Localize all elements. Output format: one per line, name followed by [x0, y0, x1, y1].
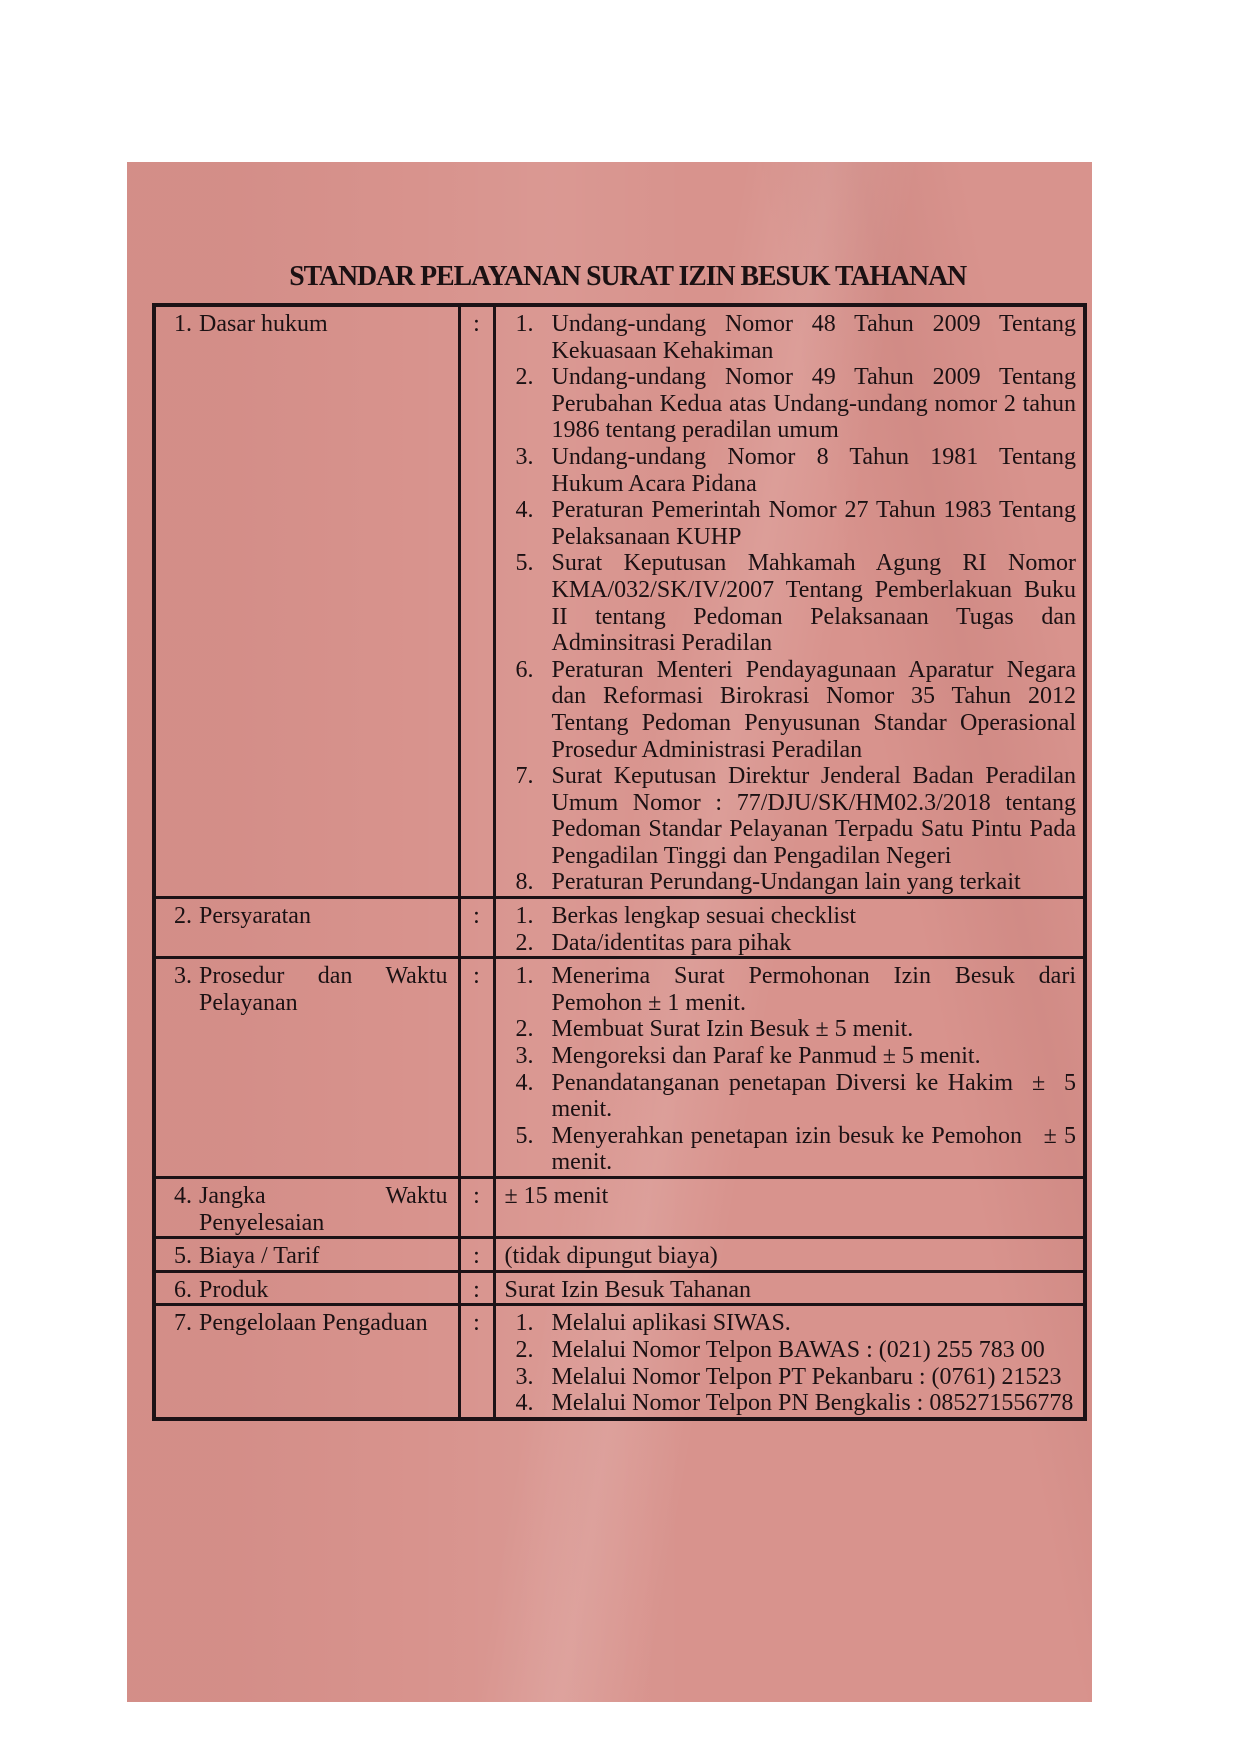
- item-number: 1.: [515, 1310, 534, 1337]
- row-label-cell: [156, 1306, 458, 1337]
- table-body: [154, 305, 1085, 1419]
- item-text: Melalui aplikasi SIWAS.: [551, 1310, 791, 1337]
- item-text: Melalui Nomor Telpon PN Bengkalis : 085271556778: [551, 1390, 1074, 1417]
- item-text: Peraturan Menteri Pendayagunaan Aparatur Negara dan Reformasi Birokrasi Nomor 35 Tahun 2012 Tentang Pedoman Penyusunan Standar Operasional Prosedur Administrasi Peradilan: [551, 656, 1076, 763]
- row-number: 5.: [174, 1243, 192, 1270]
- item-text: Peraturan Perundang-Undangan lain yang terkait: [551, 869, 1021, 896]
- service-standard-table: [152, 303, 1087, 1421]
- item-number: 7.: [515, 763, 534, 790]
- item-text: Undang-undang Nomor 48 Tahun 2009 Tentang Kekuasaan Kehakiman: [551, 311, 1076, 364]
- row-value: [494, 305, 1085, 898]
- item-number: 6.: [515, 656, 534, 683]
- table-row: [154, 1178, 1085, 1238]
- colon-separator: :: [459, 898, 494, 958]
- item-number: 2.: [515, 1016, 534, 1043]
- item-text: Data/identitas para pihak: [551, 929, 792, 956]
- item-number: 1.: [515, 963, 534, 990]
- row-number: 4.: [174, 1183, 192, 1209]
- list-item: [496, 311, 1084, 364]
- list-item: [496, 444, 1084, 497]
- item-list: [496, 1306, 1084, 1416]
- list-item: [496, 1364, 1084, 1391]
- row-number: 7.: [174, 1310, 192, 1337]
- row-label: Pengelolaan Pengaduan: [199, 1310, 428, 1337]
- row-value: [494, 898, 1085, 958]
- item-number: 2.: [515, 929, 534, 956]
- list-item: [496, 763, 1084, 869]
- list-item: [496, 869, 1084, 896]
- item-text: Membuat Surat Izin Besuk ± 5 menit.: [551, 1016, 914, 1043]
- list-item: [496, 930, 1084, 957]
- row-label: Jangka Waktu Penyelesaian: [199, 1183, 448, 1236]
- item-text: Menerima Surat Permohonan Izin Besuk dari Pemohon ± 1 menit.: [551, 963, 1076, 1016]
- item-number: 4.: [515, 497, 534, 524]
- row-label: Persyaratan: [199, 903, 311, 930]
- item-number: 1.: [515, 311, 534, 337]
- list-item: [496, 903, 1084, 930]
- list-item: [496, 1337, 1084, 1364]
- row-value-text: Surat Izin Besuk Tahanan: [504, 1276, 751, 1303]
- row-label: Prosedur dan Waktu Pelayanan: [199, 963, 448, 1016]
- table-row: [154, 1238, 1085, 1272]
- item-list: [496, 899, 1084, 956]
- list-item: [496, 963, 1084, 1016]
- row-number: 3.: [174, 963, 192, 990]
- list-item: [496, 1310, 1084, 1337]
- row-value-text: ± 15 menit: [504, 1183, 609, 1209]
- list-item: [496, 1123, 1084, 1176]
- item-number: 1.: [515, 903, 534, 930]
- item-text: Surat Keputusan Direktur Jenderal Badan Peradilan Umum Nomor : 77/DJU/SK/HM02.3/2018 tentang Pedoman Standar Pelayanan Terpadu Satu Pintu Pada Pengadilan Tinggi dan Pengadilan Negeri: [551, 763, 1076, 869]
- colon-separator: :: [459, 958, 494, 1178]
- table-row: [154, 305, 1085, 898]
- row-number: 2.: [174, 903, 192, 930]
- item-text: Surat Keputusan Mahkamah Agung RI Nomor KMA/032/SK/IV/2007 Tentang Pemberlakuan Buku II tentang Pedoman Pelaksanaan Tugas dan Adminsitrasi Peradilan: [551, 550, 1076, 657]
- colon-separator: :: [459, 1271, 494, 1305]
- item-number: 5.: [515, 1122, 534, 1149]
- row-label-cell: [156, 899, 458, 930]
- list-item: [496, 1016, 1084, 1043]
- row-value-text: (tidak dipungut biaya): [504, 1243, 718, 1270]
- item-number: 2.: [515, 364, 534, 391]
- row-label: Biaya / Tarif: [199, 1243, 320, 1270]
- table-row: [154, 1271, 1085, 1305]
- item-number: 3.: [515, 1363, 534, 1390]
- row-label-cell: [156, 959, 458, 1016]
- list-item: [496, 1043, 1084, 1070]
- item-list: [496, 307, 1084, 896]
- item-text: Melalui Nomor Telpon BAWAS : (021) 255 783 00: [551, 1336, 1045, 1363]
- row-label-cell: [156, 1239, 458, 1270]
- item-text: Berkas lengkap sesuai checklist: [551, 903, 857, 930]
- row-label: Produk: [199, 1276, 269, 1303]
- row-value: [494, 1238, 1085, 1272]
- colon-separator: :: [459, 1238, 494, 1272]
- item-number: 3.: [515, 443, 534, 470]
- colon-separator: :: [459, 1178, 494, 1238]
- item-text: Melalui Nomor Telpon PT Pekanbaru : (0761) 21523: [551, 1363, 1062, 1390]
- colon-separator: :: [459, 305, 494, 898]
- item-number: 2.: [515, 1336, 534, 1363]
- item-number: 3.: [515, 1043, 534, 1070]
- row-label-cell: [156, 307, 458, 338]
- table-row: [154, 958, 1085, 1178]
- list-item: [496, 364, 1084, 444]
- colon-separator: :: [459, 1305, 494, 1419]
- list-item: [496, 1390, 1084, 1417]
- item-text: Undang-undang Nomor 49 Tahun 2009 Tentang Perubahan Kedua atas Undang-undang nomor 2 tahun 1986 tentang peradilan umum: [551, 364, 1076, 444]
- list-item: [496, 657, 1084, 763]
- row-value: [494, 1305, 1085, 1419]
- item-number: 8.: [515, 869, 534, 896]
- item-text: Menyerahkan penetapan izin besuk ke Pemohon ± 5 menit.: [551, 1122, 1076, 1176]
- item-number: 4.: [515, 1069, 534, 1096]
- item-text: Penandatanganan penetapan Diversi ke Hakim ± 5 menit.: [551, 1069, 1076, 1123]
- row-label-cell: [156, 1179, 458, 1236]
- row-value: [494, 1178, 1085, 1238]
- item-text: Undang-undang Nomor 8 Tahun 1981 Tentang Hukum Acara Pidana: [551, 443, 1076, 497]
- row-value: [494, 1271, 1085, 1305]
- item-text: Mengoreksi dan Paraf ke Panmud ± 5 menit.: [551, 1043, 981, 1070]
- item-number: 4.: [515, 1390, 534, 1417]
- item-number: 5.: [515, 550, 534, 577]
- row-value: [494, 958, 1085, 1178]
- row-number: 1.: [174, 311, 192, 337]
- item-list: [496, 959, 1084, 1176]
- row-number: 6.: [174, 1276, 192, 1303]
- item-text: Peraturan Pemerintah Nomor 27 Tahun 1983 Tentang Pelaksanaan KUHP: [551, 497, 1076, 550]
- document-title: STANDAR PELAYANAN SURAT IZIN BESUK TAHANAN: [289, 261, 967, 292]
- list-item: [496, 497, 1084, 550]
- row-label-cell: [156, 1273, 458, 1304]
- list-item: [496, 1070, 1084, 1123]
- table-row: [154, 898, 1085, 958]
- table-row: [154, 1305, 1085, 1419]
- scanned-document: [127, 162, 1092, 1702]
- list-item: [496, 550, 1084, 656]
- row-label: Dasar hukum: [199, 311, 328, 337]
